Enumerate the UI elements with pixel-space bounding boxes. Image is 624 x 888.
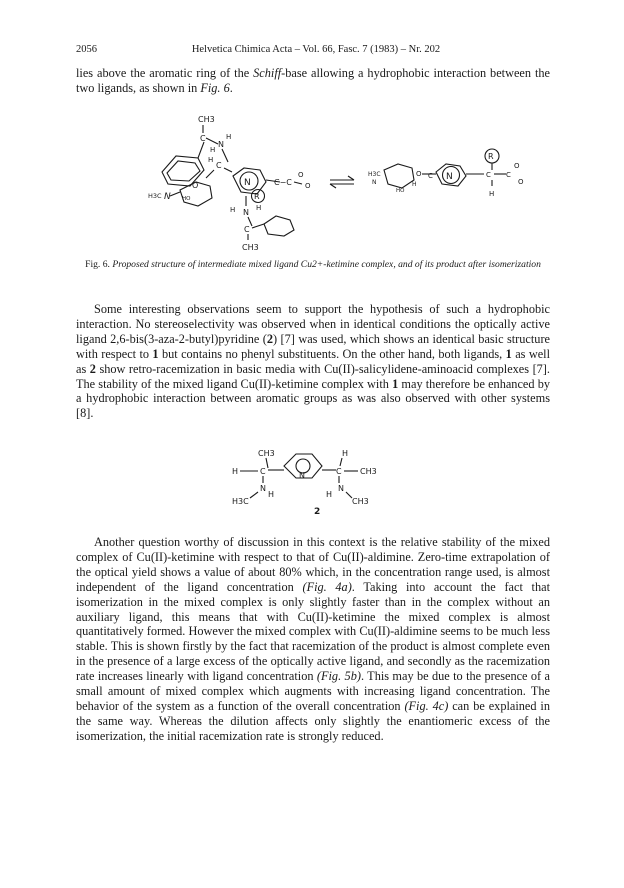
paragraph-2 — [76, 302, 550, 421]
p3-text-2: . Taking into account the fact that isomerization in the mixed complex is only slightly faster than in the complex without an auxiliary ligand, this means that with Cu(II)-ketimine the mixed complex is almost quantitatively formed. However the mixed complex with Cu(II)-aldimine seems to be much less stable. This is shown firstly by the fact that racemization of the product is almost complete even in the presence of a large excess of the optically active ligand, and secondly as the racemization rate increases linearly with ligand concentration — [76, 579, 551, 684]
f6-h-bot: H — [230, 206, 236, 214]
s2-hn-l: H — [268, 490, 275, 499]
f6-c-bot: C — [244, 225, 250, 234]
f6-h-top: H — [226, 133, 232, 141]
caption-label: Fig. 6. — [85, 259, 113, 270]
p2-ref-1b: 1 — [505, 346, 512, 361]
journal-title: Helvetica Chimica Acta – Vol. 66, Fasc. 7 (1983) – Nr. 202 — [191, 44, 441, 55]
s2-c-r: C — [336, 467, 342, 476]
f6r-ho: HO — [396, 188, 405, 194]
f6r-c: C — [428, 172, 433, 180]
s2-ch3-br: CH3 — [352, 497, 369, 506]
f6-n-left: N — [164, 192, 171, 202]
f6r-o-up: O — [514, 162, 520, 170]
f6-o-left: O — [192, 181, 199, 190]
p2-text-6: may therefore be enhanced by a hydrophobic interaction between aromatic groups as was also observed with other systems [8]. — [76, 376, 550, 421]
s2-h3c-l: H3C — [232, 497, 249, 506]
f6r-c-right2: C — [506, 171, 511, 179]
s2-n-l: N — [260, 484, 266, 493]
s2-h-r: H — [342, 449, 349, 458]
s2-n-r: N — [338, 484, 344, 493]
s2-n-ring: N — [299, 471, 305, 480]
paragraph-3 — [76, 535, 550, 744]
p2-text-5: show retro-racemization in basic media with Cu(II)-salicylidene-aminoacid complexes [7]. The stability of the mixed ligand Cu(II)-ketimine complex with — [76, 361, 550, 391]
p2-ref-2b: 2 — [89, 361, 96, 376]
p2-ref-1: 1 — [152, 346, 159, 361]
f6-n-top: N — [218, 140, 224, 149]
p2-text-3: but contains no phenyl substituents. On the other hand, both ligands, — [158, 346, 506, 361]
f6-h-mid: H — [208, 156, 214, 164]
f6-ho: HO — [182, 196, 191, 202]
figure-6-structures — [140, 112, 530, 254]
p1-text-2: -base allowing a hydrophobic interaction between the two ligands, as shown in — [76, 66, 550, 95]
f6-h3c: H3C — [148, 192, 162, 200]
f6-n-bot: N — [243, 208, 249, 217]
p2-ref-2: 2 — [266, 331, 274, 346]
running-header — [76, 44, 556, 60]
page-number: 2056 — [76, 44, 97, 55]
p3-fig-4a: (Fig. 4a) — [302, 579, 352, 594]
f6-carboxyl: C−C — [274, 178, 292, 187]
p3-text-4: can be explained in the same way. Whereas the dilution affects only slightly the enantiomeric excess of the isomerization, the initial racemization rate is strongly reduced. — [76, 698, 550, 743]
f6r-n-left: N — [372, 179, 377, 186]
f6r-h3c: H3C — [368, 171, 381, 178]
f6-r-ring: R — [254, 192, 260, 201]
f6-c-mid: C — [216, 161, 222, 170]
f6r-h: H — [412, 181, 417, 188]
f6r-o-right: O — [518, 178, 524, 186]
f6-o-right: O — [305, 182, 311, 190]
p1-fig-ref: Fig. 6 — [200, 80, 230, 95]
f6-h-bot2: H — [256, 204, 262, 212]
p1-schiff: Schiff — [253, 66, 282, 80]
structure-2 — [228, 446, 398, 516]
p1-text-3: . — [229, 80, 233, 95]
f6-c-top: C — [200, 134, 206, 143]
f6-o-up: O — [298, 171, 304, 179]
p2-text-4: as well as — [76, 346, 550, 376]
s2-ch3-l: CH3 — [258, 449, 275, 458]
s2-label: 2 — [314, 507, 321, 517]
f6r-r: R — [488, 152, 494, 161]
caption-text: Proposed structure of intermediate mixed ligand Cu2+-ketimine complex, and of its product after isomerization — [112, 259, 541, 270]
s2-h-l: H — [232, 467, 239, 476]
s2-hn-r: H — [326, 490, 333, 499]
f6r-c-right: C — [486, 171, 491, 179]
s2-c-l: C — [260, 467, 266, 476]
p2-text-2: ) [7] was used, which shows an identical basic structure with respect to — [76, 331, 550, 361]
p3-fig-5b: (Fig. 5b) — [316, 669, 361, 684]
p1-text-1: lies above the aromatic ring of the — [76, 66, 254, 80]
p2-ref-1c: 1 — [392, 376, 399, 391]
f6-n-ring: N — [244, 178, 251, 188]
f6r-n-ring: N — [446, 172, 453, 182]
p3-text-3: . This may be due to the presence of a small amount of mixed complex which augments with increasing ligand concentration. The behavior of the system as a function of the overall concentration — [76, 669, 550, 713]
f6r-h-bot: H — [489, 190, 495, 198]
f6r-o: O — [416, 170, 422, 178]
s2-ch3-r: CH3 — [360, 467, 377, 476]
f6-ch3-bot: CH3 — [242, 243, 259, 252]
p3-text-1: Another question worthy of discussion in this context is the relative stability of the mixed complex of Cu(II)-ketimine with respect to that of Cu(II)-aldimine. Zero-time extrapolation of the optical yield shows a value of about 80% which, in the concentration range used, is almost independent of the ligand concentration — [76, 535, 550, 594]
figure-6-caption — [76, 258, 550, 271]
p2-text-1: Some interesting observations seem to support the hypothesis of such a hydrophobic interaction. No stereoselectivity was observed when in identical conditions the optically active ligand 2,6-bis(3-aza-2-butyl)pyridine ( — [76, 302, 550, 346]
p3-fig-4c: (Fig. 4c) — [404, 698, 449, 713]
f6-h-top2: H — [210, 146, 216, 154]
f6-ch3-top: CH3 — [198, 115, 215, 124]
paragraph-1 — [76, 66, 550, 96]
